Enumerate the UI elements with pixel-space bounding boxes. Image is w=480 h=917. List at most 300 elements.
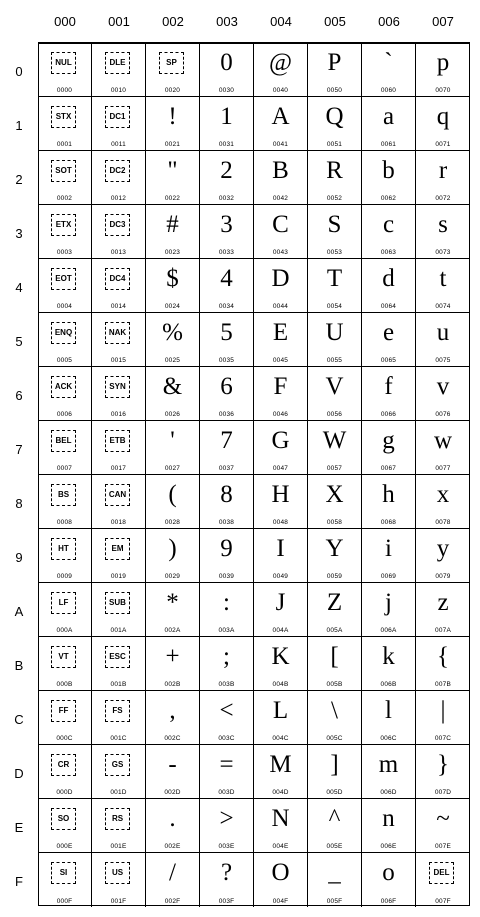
row-header: 0 (15, 64, 23, 79)
code-point: 0007 (56, 465, 73, 472)
control-char-label: ENQ (51, 322, 76, 344)
glyph: 8 (220, 481, 233, 508)
glyph: $ (166, 265, 179, 292)
glyph: - (168, 751, 177, 778)
code-point: 006A (380, 627, 397, 634)
code-cell (38, 583, 92, 637)
code-cell (38, 637, 92, 691)
code-point: 001A (110, 627, 127, 634)
glyph: { (437, 643, 449, 670)
code-point: 0011 (111, 141, 126, 148)
code-point: 0037 (218, 465, 235, 472)
glyph: e (382, 319, 395, 346)
glyph: v (436, 373, 450, 400)
code-cell (254, 421, 308, 475)
glyph: ) (168, 535, 177, 562)
code-cell (200, 313, 254, 367)
code-cell (308, 259, 362, 313)
row-header: 4 (15, 280, 23, 295)
code-point: 0058 (326, 519, 343, 526)
glyph: F (273, 373, 288, 400)
code-cell (362, 43, 416, 97)
column-header: 001 (108, 14, 130, 29)
code-point: 006B (380, 681, 397, 688)
control-char-label: NAK (105, 322, 130, 344)
code-cell (254, 529, 308, 583)
glyph: 2 (220, 157, 233, 184)
glyph: & (162, 373, 183, 400)
code-cell (362, 691, 416, 745)
code-point: 007C (434, 735, 452, 742)
glyph: R (326, 157, 343, 184)
code-cell (146, 529, 200, 583)
code-point: 006C (380, 735, 397, 742)
code-cell (92, 313, 146, 367)
code-point: 0048 (272, 519, 289, 526)
code-point: 0069 (380, 573, 397, 580)
code-point: 0049 (272, 573, 289, 580)
row-header: C (14, 712, 24, 727)
code-cell (200, 421, 254, 475)
code-cell (254, 637, 308, 691)
code-cell (254, 97, 308, 151)
code-cell (416, 313, 470, 367)
glyph: V (325, 373, 344, 400)
code-cell (200, 637, 254, 691)
code-point: 001D (110, 789, 127, 796)
code-point: 007A (435, 627, 451, 634)
code-point: 003B (218, 681, 235, 688)
code-cell (92, 853, 146, 907)
code-cell (416, 421, 470, 475)
code-cell (92, 43, 146, 97)
code-cell (200, 475, 254, 529)
glyph: | (440, 697, 446, 724)
code-point: 0043 (272, 249, 289, 256)
glyph: I (276, 535, 285, 562)
code-cell (362, 745, 416, 799)
glyph: # (166, 211, 179, 238)
code-point: 004C (272, 735, 289, 742)
code-point: 0017 (110, 465, 127, 472)
glyph: t (439, 265, 447, 292)
code-point: 0029 (164, 573, 181, 580)
glyph: _ (328, 859, 341, 886)
control-char-label: ACK (51, 376, 76, 398)
glyph: J (275, 589, 286, 616)
code-point: 006E (380, 843, 397, 850)
code-cell (200, 529, 254, 583)
glyph: s (438, 211, 448, 238)
code-cell (146, 745, 200, 799)
code-point: 0063 (380, 249, 397, 256)
code-point: 0046 (272, 411, 289, 418)
glyph: r (438, 157, 448, 184)
code-cell (362, 799, 416, 853)
glyph: T (326, 265, 343, 292)
glyph: 1 (220, 103, 233, 130)
control-char-label: ETX (51, 214, 76, 236)
control-char-label: DC1 (105, 106, 130, 128)
code-cell (362, 205, 416, 259)
glyph: 6 (220, 373, 233, 400)
glyph: c (382, 211, 395, 238)
code-cell (38, 691, 92, 745)
glyph: ~ (436, 805, 450, 832)
glyph: < (219, 697, 234, 724)
control-char-label: US (105, 862, 130, 884)
code-cell (200, 853, 254, 907)
code-cell (254, 583, 308, 637)
control-char-label: EOT (51, 268, 76, 290)
code-grid (38, 42, 470, 906)
glyph: K (271, 643, 290, 670)
code-point: 000D (56, 789, 73, 796)
code-cell (92, 745, 146, 799)
code-point: 000E (56, 843, 73, 850)
code-cell (200, 205, 254, 259)
code-point: 002A (164, 627, 181, 634)
code-cell (416, 799, 470, 853)
code-point: 002B (164, 681, 181, 688)
code-cell (308, 313, 362, 367)
code-cell (254, 799, 308, 853)
code-point: 001E (110, 843, 127, 850)
code-cell (254, 313, 308, 367)
code-cell (254, 151, 308, 205)
glyph: . (169, 805, 176, 832)
code-cell (416, 691, 470, 745)
code-point: 0038 (218, 519, 235, 526)
code-point: 0072 (435, 195, 451, 202)
control-char-label: DC4 (105, 268, 130, 290)
code-point: 000A (56, 627, 73, 634)
glyph: x (436, 481, 450, 508)
code-cell (308, 529, 362, 583)
code-cell (308, 583, 362, 637)
column-header: 005 (324, 14, 346, 29)
glyph: ` (384, 49, 393, 76)
glyph: n (382, 805, 395, 832)
code-cell (362, 583, 416, 637)
code-point: 0053 (326, 249, 343, 256)
code-point: 0039 (218, 573, 235, 580)
code-point: 0050 (326, 87, 343, 94)
code-point: 0012 (110, 195, 127, 202)
code-cell (416, 367, 470, 421)
code-point: 0008 (56, 519, 73, 526)
glyph: l (385, 697, 392, 724)
control-char-label: GS (105, 754, 130, 776)
code-cell (200, 259, 254, 313)
code-point: 0076 (435, 411, 451, 418)
code-point: 0015 (110, 357, 127, 364)
code-point: 005B (326, 681, 343, 688)
glyph: 9 (220, 535, 233, 562)
glyph: m (378, 751, 399, 778)
code-point: 003F (218, 898, 235, 905)
code-point: 0042 (272, 195, 289, 202)
code-point: 0074 (435, 303, 451, 310)
code-point: 0013 (110, 249, 127, 256)
code-point: 0070 (435, 87, 451, 94)
glyph: : (223, 589, 230, 616)
code-cell (92, 259, 146, 313)
code-point: 0062 (380, 195, 397, 202)
code-point: 005E (326, 843, 343, 850)
code-cell (38, 205, 92, 259)
code-point: 0052 (326, 195, 343, 202)
code-cell (416, 745, 470, 799)
row-header: B (14, 658, 24, 673)
code-cell (38, 799, 92, 853)
glyph: M (269, 751, 292, 778)
column-header: 007 (432, 14, 454, 29)
row-header: A (14, 604, 24, 619)
row-header: 1 (15, 118, 23, 133)
code-cell (254, 259, 308, 313)
code-cell (362, 151, 416, 205)
code-cell (38, 853, 92, 907)
code-cell (146, 43, 200, 97)
code-point: 0033 (218, 249, 235, 256)
glyph: S (327, 211, 342, 238)
code-cell (416, 853, 470, 907)
code-cell (92, 583, 146, 637)
code-cell (200, 367, 254, 421)
code-cell (254, 745, 308, 799)
control-char-label: FS (105, 700, 130, 722)
code-point: 000C (56, 735, 73, 742)
code-cell (308, 475, 362, 529)
code-point: 0079 (435, 573, 451, 580)
glyph: \ (331, 697, 338, 724)
control-char-label: ETB (105, 430, 130, 452)
code-cell (38, 475, 92, 529)
code-point: 0067 (380, 465, 397, 472)
control-char-label: STX (51, 106, 76, 128)
code-cell (92, 421, 146, 475)
control-char-label: SI (51, 862, 76, 884)
glyph: ( (168, 481, 177, 508)
code-point: 0006 (56, 411, 73, 418)
code-cell (200, 583, 254, 637)
code-cell (146, 691, 200, 745)
control-char-label: SUB (105, 592, 130, 614)
code-point: 005A (326, 627, 343, 634)
code-point: 007B (435, 681, 451, 688)
glyph: j (385, 589, 392, 616)
column-header: 000 (54, 14, 76, 29)
code-point: 0078 (435, 519, 451, 526)
code-point: 0041 (272, 141, 289, 148)
code-cell (362, 97, 416, 151)
code-cell (146, 583, 200, 637)
control-char-label: SO (51, 808, 76, 830)
code-point: 0051 (326, 141, 343, 148)
code-cell (416, 259, 470, 313)
code-point: 007F (435, 898, 451, 905)
code-point: 0009 (56, 573, 73, 580)
control-char-label: RS (105, 808, 130, 830)
code-point: 004E (272, 843, 289, 850)
code-point: 006D (380, 789, 397, 796)
column-header: 004 (270, 14, 292, 29)
glyph: b (382, 157, 395, 184)
code-cell (362, 367, 416, 421)
glyph: q (436, 103, 450, 130)
code-point: 000B (56, 681, 73, 688)
code-point: 0047 (272, 465, 289, 472)
code-cell (146, 799, 200, 853)
glyph: 7 (220, 427, 233, 454)
row-header: 5 (15, 334, 23, 349)
control-char-label: NUL (51, 52, 76, 74)
code-point: 001C (110, 735, 127, 742)
code-cell (146, 205, 200, 259)
control-char-label: SOT (51, 160, 76, 182)
code-cell (146, 313, 200, 367)
code-cell (146, 637, 200, 691)
code-point: 002E (164, 843, 181, 850)
code-cell (92, 151, 146, 205)
code-cell (308, 97, 362, 151)
glyph: E (272, 319, 289, 346)
glyph: N (271, 805, 290, 832)
glyph: ^ (328, 805, 341, 832)
code-cell (254, 367, 308, 421)
code-cell (308, 799, 362, 853)
code-point: 0024 (164, 303, 181, 310)
code-point: 004D (272, 789, 289, 796)
code-point: 001F (110, 898, 127, 905)
glyph: 3 (220, 211, 233, 238)
code-cell (254, 691, 308, 745)
glyph: y (436, 535, 450, 562)
code-cell (92, 97, 146, 151)
code-cell (308, 853, 362, 907)
code-cell (38, 313, 92, 367)
glyph: D (271, 265, 290, 292)
code-point: 0028 (164, 519, 181, 526)
code-cell (146, 853, 200, 907)
code-point: 0031 (218, 141, 235, 148)
code-cell (308, 367, 362, 421)
code-point: 0034 (218, 303, 235, 310)
code-point: 0061 (380, 141, 397, 148)
code-point: 003D (218, 789, 235, 796)
glyph: f (384, 373, 393, 400)
row-header: 3 (15, 226, 23, 241)
control-char-label: ESC (105, 646, 130, 668)
row-header: 9 (15, 550, 23, 565)
glyph: g (382, 427, 395, 454)
glyph: u (436, 319, 450, 346)
code-point: 0055 (326, 357, 343, 364)
code-point: 005C (326, 735, 343, 742)
glyph: / (169, 859, 176, 886)
glyph: O (271, 859, 290, 886)
code-point: 0021 (164, 141, 181, 148)
code-point: 0014 (110, 303, 127, 310)
code-cell (308, 637, 362, 691)
code-point: 0030 (218, 87, 235, 94)
code-cell (200, 799, 254, 853)
glyph: Q (325, 103, 344, 130)
row-header: 7 (15, 442, 23, 457)
code-cell (200, 43, 254, 97)
row-header: 8 (15, 496, 23, 511)
code-cell (38, 421, 92, 475)
glyph: ' (170, 427, 175, 454)
code-cell (416, 205, 470, 259)
code-cell (38, 259, 92, 313)
code-point: 0040 (272, 87, 289, 94)
code-cell (146, 97, 200, 151)
code-cell (308, 151, 362, 205)
code-cell (146, 421, 200, 475)
glyph: z (437, 589, 449, 616)
code-cell (416, 97, 470, 151)
glyph: H (271, 481, 290, 508)
code-point: 0010 (110, 87, 127, 94)
code-point: 0026 (164, 411, 181, 418)
code-point: 0025 (164, 357, 181, 364)
code-point: 0022 (164, 195, 181, 202)
code-cell (416, 43, 470, 97)
code-cell (362, 475, 416, 529)
code-point: 0004 (56, 303, 73, 310)
glyph: a (382, 103, 395, 130)
control-char-label: DC2 (105, 160, 130, 182)
glyph: ? (220, 859, 233, 886)
glyph: , (169, 697, 176, 724)
code-point: 0056 (326, 411, 343, 418)
code-point: 006F (380, 898, 397, 905)
code-cell (254, 475, 308, 529)
code-point: 0023 (164, 249, 181, 256)
control-char-label: FF (51, 700, 76, 722)
control-char-label: EM (105, 538, 130, 560)
code-point: 0054 (326, 303, 343, 310)
row-header: 6 (15, 388, 23, 403)
glyph: p (436, 49, 450, 76)
glyph: } (437, 751, 449, 778)
code-point: 003E (218, 843, 235, 850)
code-point: 004B (272, 681, 289, 688)
code-cell (92, 799, 146, 853)
glyph: A (271, 103, 290, 130)
code-cell (308, 421, 362, 475)
code-cell (92, 691, 146, 745)
code-point: 0073 (435, 249, 451, 256)
glyph: P (327, 49, 342, 76)
code-cell (362, 313, 416, 367)
code-point: 0027 (164, 465, 181, 472)
code-point: 0059 (326, 573, 343, 580)
row-header: 2 (15, 172, 23, 187)
code-point: 003A (218, 627, 235, 634)
glyph: U (325, 319, 344, 346)
code-point: 0064 (380, 303, 397, 310)
code-cell (92, 367, 146, 421)
glyph: Y (325, 535, 344, 562)
code-point: 007E (435, 843, 451, 850)
control-char-label: HT (51, 538, 76, 560)
code-cell (362, 637, 416, 691)
code-point: 0045 (272, 357, 289, 364)
code-cell (308, 205, 362, 259)
